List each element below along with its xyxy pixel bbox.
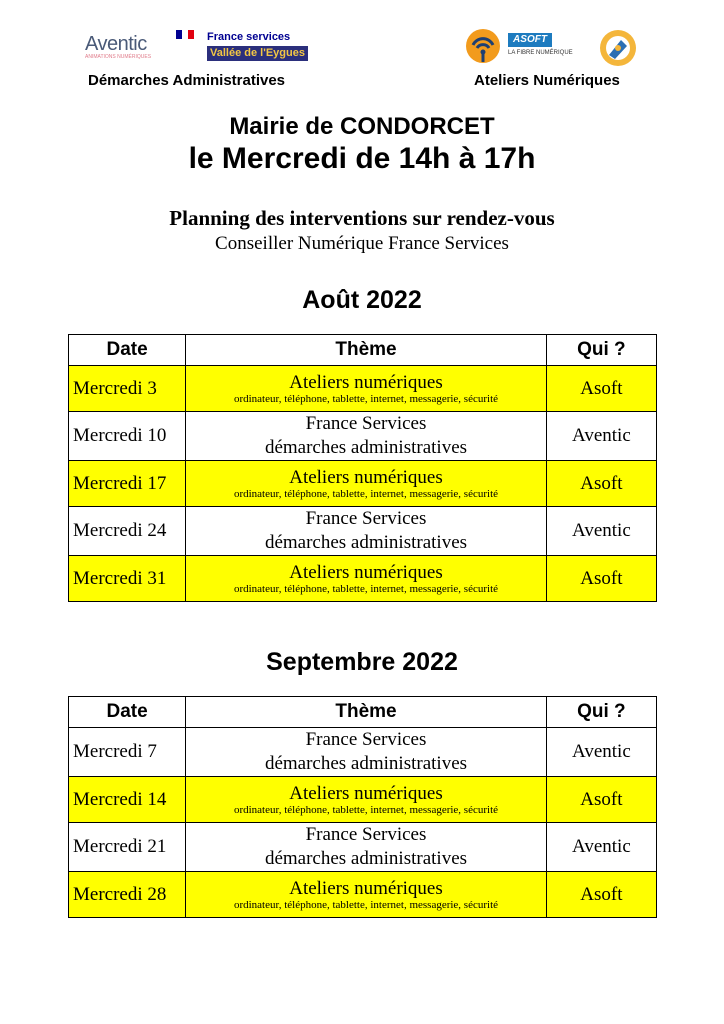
asoft-tagline: LA FIBRE NUMÉRIQUE xyxy=(508,50,573,56)
table-row xyxy=(69,823,657,872)
aventic-logo xyxy=(85,34,155,64)
theme-cell xyxy=(186,507,547,556)
theme-cell xyxy=(186,777,547,823)
theme-title: Ateliers numériques xyxy=(289,561,443,583)
qui-cell: Asoft xyxy=(546,461,656,507)
republique-francaise-icon xyxy=(174,30,202,64)
qui-cell: Aventic xyxy=(546,728,656,777)
table-header-row xyxy=(69,335,657,366)
date-cell: Mercredi 3 xyxy=(69,366,186,412)
table-header-row xyxy=(69,697,657,728)
theme-details: ordinateur, téléphone, tablette, internet, messagerie, sécurité xyxy=(233,392,499,405)
theme-line-1: France Services xyxy=(305,508,427,529)
qui-cell: Asoft xyxy=(546,366,656,412)
theme-details: ordinateur, téléphone, tablette, internet, messagerie, sécurité xyxy=(233,898,499,911)
planning-title: Planning des interventions sur rendez-vous xyxy=(169,206,555,230)
asoft-logo-text: ASOFT xyxy=(508,33,552,47)
asoft-logo xyxy=(508,33,573,63)
conseiller-subtitle: Conseiller Numérique France Services xyxy=(215,233,509,254)
france-services-logo xyxy=(174,30,308,64)
theme-cell xyxy=(186,872,547,918)
date-cell: Mercredi 31 xyxy=(69,556,186,602)
date-cell: Mercredi 17 xyxy=(69,461,186,507)
theme-line-2: démarches administratives xyxy=(264,848,468,869)
theme-line-1: France Services xyxy=(305,729,427,750)
theme-cell xyxy=(186,728,547,777)
aventic-tagline: ANIMATIONS NUMÉRIQUES xyxy=(85,54,152,60)
theme-details: ordinateur, téléphone, tablette, internet, messagerie, sécurité xyxy=(233,803,499,816)
theme-title: Ateliers numériques xyxy=(289,371,443,393)
date-cell: Mercredi 28 xyxy=(69,872,186,918)
date-cell: Mercredi 10 xyxy=(69,412,186,461)
column-header-date: Date xyxy=(69,335,186,366)
qui-cell: Aventic xyxy=(546,412,656,461)
table-row xyxy=(69,777,657,823)
theme-cell xyxy=(186,366,547,412)
table-row xyxy=(69,412,657,461)
france-services-label: France services xyxy=(207,31,291,43)
theme-title: Ateliers numériques xyxy=(289,782,443,804)
column-header-qui: Qui ? xyxy=(546,697,656,728)
qui-cell: Aventic xyxy=(546,507,656,556)
date-cell: Mercredi 14 xyxy=(69,777,186,823)
theme-line-1: France Services xyxy=(305,824,427,845)
date-cell: Mercredi 21 xyxy=(69,823,186,872)
column-header-date: Date xyxy=(69,697,186,728)
date-cell: Mercredi 7 xyxy=(69,728,186,777)
table-row xyxy=(69,556,657,602)
header-left-caption: Démarches Administratives xyxy=(88,72,286,89)
column-header-theme: Thème xyxy=(186,697,547,728)
vallee-eygues-label: Vallée de l'Eygues xyxy=(207,46,308,61)
atelier-badge-icon xyxy=(599,29,637,67)
column-header-qui: Qui ? xyxy=(546,335,656,366)
aventic-logo-text: Aventic xyxy=(85,33,147,55)
theme-line-2: démarches administratives xyxy=(264,753,468,774)
table-row xyxy=(69,366,657,412)
theme-cell xyxy=(186,823,547,872)
table-row xyxy=(69,461,657,507)
date-cell: Mercredi 24 xyxy=(69,507,186,556)
month-title-september: Septembre 2022 xyxy=(266,648,458,676)
mairie-title: Mairie de CONDORCET xyxy=(229,113,495,140)
table-row xyxy=(69,872,657,918)
theme-cell xyxy=(186,412,547,461)
qui-cell: Aventic xyxy=(546,823,656,872)
qui-cell: Asoft xyxy=(546,777,656,823)
theme-cell xyxy=(186,461,547,507)
theme-details: ordinateur, téléphone, tablette, internet, messagerie, sécurité xyxy=(233,487,499,500)
column-header-theme: Thème xyxy=(186,335,547,366)
schedule-table-august xyxy=(68,334,657,602)
table-row xyxy=(69,507,657,556)
qui-cell: Asoft xyxy=(546,556,656,602)
table-row xyxy=(69,728,657,777)
wifi-logo-icon xyxy=(465,28,501,64)
theme-line-1: France Services xyxy=(305,413,427,434)
theme-title: Ateliers numériques xyxy=(289,877,443,899)
theme-line-2: démarches administratives xyxy=(264,437,468,458)
theme-details: ordinateur, téléphone, tablette, internet, messagerie, sécurité xyxy=(233,582,499,595)
theme-cell xyxy=(186,556,547,602)
schedule-heading: le Mercredi de 14h à 17h xyxy=(188,142,536,175)
schedule-table-september xyxy=(68,696,657,918)
theme-line-2: démarches administratives xyxy=(264,532,468,553)
month-title-august: Août 2022 xyxy=(302,286,422,314)
header-right-caption: Ateliers Numériques xyxy=(474,72,620,89)
theme-title: Ateliers numériques xyxy=(289,466,443,488)
qui-cell: Asoft xyxy=(546,872,656,918)
